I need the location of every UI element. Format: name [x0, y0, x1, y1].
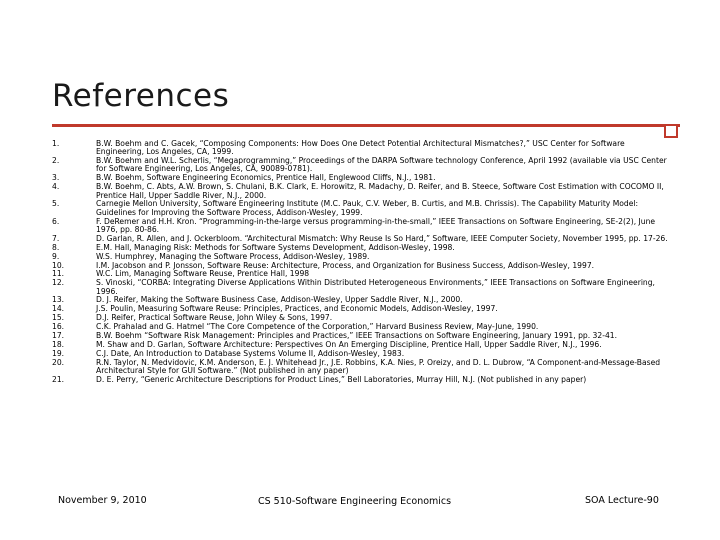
reference-item [52, 341, 672, 349]
reference-text: Carnegie Mellon University, Software Engineering Institute (M.C. Pauk, C.V. Weber, B. Curtis, and M.B. Chrissis). The Capability Maturity Model: Guidelines for Improving the Software Process, Addison-Wesley, 1999. [96, 199, 639, 217]
title-divider [52, 124, 680, 127]
reference-item [52, 200, 672, 217]
reference-number: 20. [52, 357, 65, 367]
reference-text: E.M. Hall, Managing Risk: Methods for Software Systems Development, Addison-Wesley, 1998. [96, 242, 455, 252]
reference-item [52, 183, 672, 200]
reference-item [52, 140, 672, 157]
reference-number: 21. [52, 374, 65, 384]
reference-text: D. J. Reifer, Making the Software Business Case, Addison-Wesley, Upper Saddle River, N.J., 2000. [96, 295, 463, 305]
reference-text: W.C. Lim, Managing Software Reuse, Prentice Hall, 1998 [96, 269, 310, 279]
reference-text: W.S. Humphrey, Managing the Software Process, Addison-Wesley, 1989. [96, 251, 370, 261]
reference-item [52, 244, 672, 252]
reference-text: S. Vinoski, “CORBA: Integrating Diverse Applications Within Distributed Heterogeneous Environments,” IEEE Transactions on Software Engineering, 1996. [96, 278, 655, 296]
reference-item [52, 279, 672, 296]
reference-number: 10. [52, 260, 65, 270]
footer-course: CS 510-Software Engineering Economics [258, 496, 452, 507]
reference-text: D.J. Reifer, Practical Software Reuse, John Wiley & Sons, 1997. [96, 313, 333, 323]
reference-number: 5. [52, 199, 60, 209]
reference-number: 6. [52, 216, 60, 226]
reference-item [52, 218, 672, 235]
reference-text: C.K. Prahalad and G. Hatmel “The Core Competence of the Corporation,” Harvard Business Review, May-June, 1990. [96, 322, 539, 332]
divider-end-square-icon [664, 124, 678, 138]
reference-text: J.S. Poulin, Measuring Software Reuse: Principles, Practices, and Economic Models, Addison-Wesley, 1997. [96, 304, 498, 314]
reference-text: D. E. Perry, “Generic Architecture Descriptions for Product Lines,” Bell Laboratories, Murray Hill, N.J. (Not published in any paper) [96, 374, 587, 384]
reference-number: 17. [52, 331, 65, 341]
reference-number: 8. [52, 242, 60, 252]
reference-text: B.W. Boehm, Software Engineering Economics, Prentice Hall, Englewood Cliffs, N.J., 1981. [96, 173, 436, 183]
footer-page-label: SOA Lecture-90 [585, 495, 659, 506]
reference-text: B.W. Boehm and C. Gacek, “Composing Components: How Does One Detect Potential Architectural Mismatches?,” USC Center for Software Engineering, Los Angeles, CA, 1999. [96, 139, 625, 157]
reference-number: 16. [52, 322, 65, 332]
reference-text: B.W. Boehm “Software Risk Management: Principles and Practices,” IEEE Transactions on Software Engineering, January 1991, pp. 32-41. [96, 331, 618, 341]
reference-number: 7. [52, 233, 60, 243]
reference-number: 2. [52, 156, 60, 166]
reference-item [52, 376, 672, 384]
reference-text: I.M. Jacobson and P. Jonsson, Software Reuse: Architecture, Process, and Organization for Business Success, Addison-Wesley, 1997. [96, 260, 595, 270]
reference-number: 1. [52, 139, 60, 148]
reference-item [52, 253, 672, 261]
reference-item [52, 157, 672, 174]
reference-number: 3. [52, 173, 60, 183]
reference-number: 13. [52, 295, 65, 305]
reference-text: C.J. Date, An Introduction to Database Systems Volume II, Addison-Wesley, 1983. [96, 348, 405, 358]
slide-title: References [52, 78, 230, 114]
reference-item [52, 235, 672, 243]
references-list [52, 140, 672, 385]
reference-text: B.W. Boehm and W.L. Scherlis, “Megaprogramming,” Proceedings of the DARPA Software technology Conference, April 1992 (available via USC Center for Software Engineering, Los Angeles, CA, 90089-0781). [96, 156, 667, 174]
reference-number: 18. [52, 339, 65, 349]
reference-number: 9. [52, 251, 60, 261]
reference-item [52, 359, 672, 376]
reference-text: F. DeRemer and H.H. Kron. “Programming-in-the-large versus programming-in-the-small,” IEEE Transactions on Software Engineering, SE-2(2), June 1976, pp. 80-86. [96, 216, 656, 234]
reference-text: M. Shaw and D. Garlan, Software Architecture: Perspectives On An Emerging Discipline, Prentice Hall, Upper Saddle River, N.J., 1996. [96, 339, 602, 349]
reference-text: D. Garlan, R. Allen, and J. Ockerbloom. “Architectural Mismatch: Why Reuse Is So Hard,” Software, IEEE Computer Society, November 1995, pp. 17-26. [96, 233, 668, 243]
reference-number: 12. [52, 278, 65, 288]
reference-item [52, 350, 672, 358]
reference-number: 11. [52, 269, 65, 279]
reference-number: 15. [52, 313, 65, 323]
reference-number: 19. [52, 348, 65, 358]
reference-text: B.W. Boehm, C. Abts, A.W. Brown, S. Chulani, B.K. Clark, E. Horowitz, R. Madachy, D. Reifer, and B. Steece, Software Cost Estimation with COCOMO II, Prentice Hall, Upper Saddle River, N.J., 2000. [96, 182, 664, 200]
reference-number: 4. [52, 182, 60, 192]
footer-date: November 9, 2010 [58, 495, 147, 506]
reference-number: 14. [52, 304, 65, 314]
reference-text: R.N. Taylor, N. Medvidovic, K.M. Anderson, E. J. Whitehead Jr., J.E. Robbins, K.A. Nies, P. Oreizy, and D. L. Dubrow, “A Component-and-Message-Based Architectural Style for GUI Software.” (Not published in any paper) [96, 357, 661, 375]
